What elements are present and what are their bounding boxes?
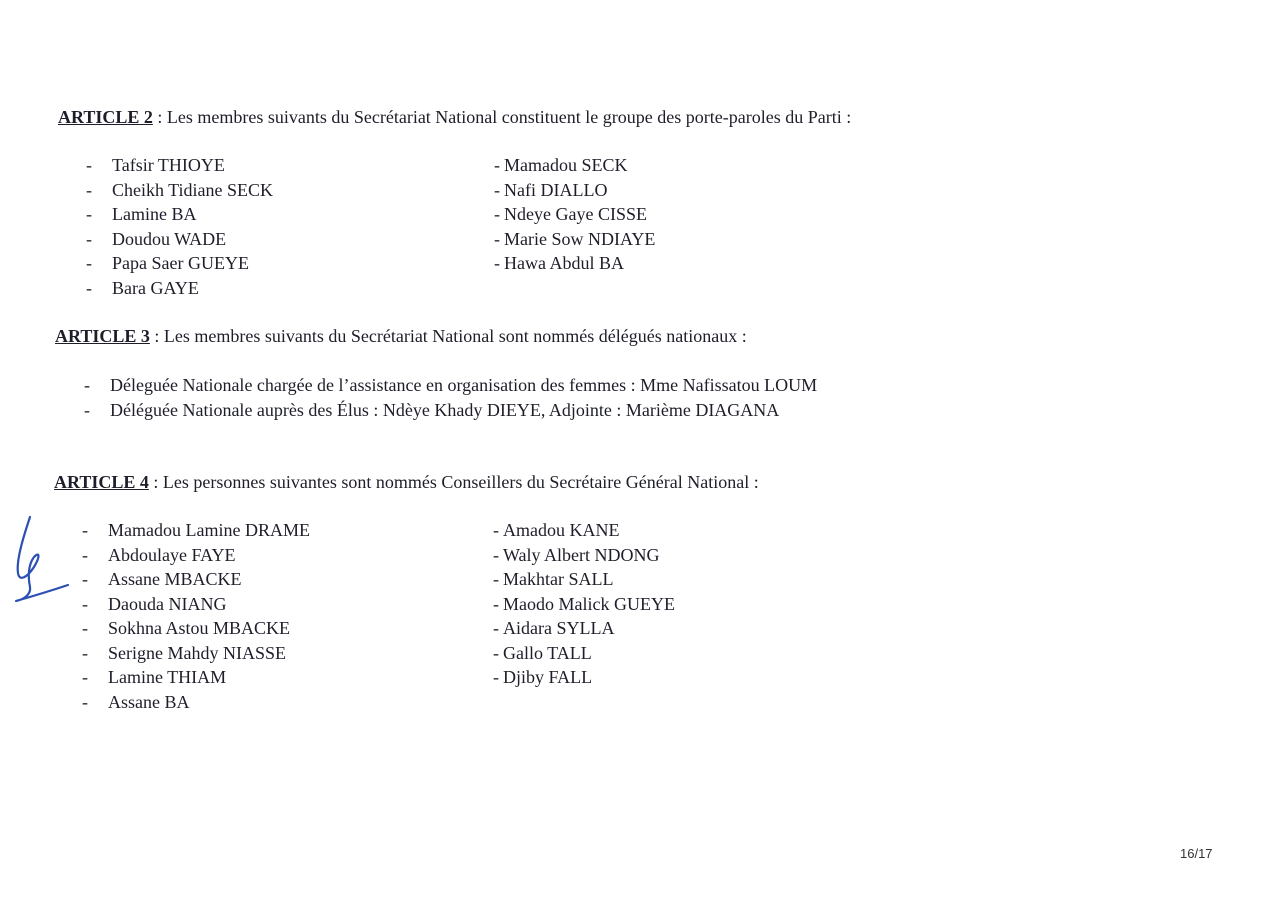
article-2-text: : Les membres suivants du Secrétariat National constituent le groupe des porte-paroles du Parti :: [152, 107, 852, 127]
list-item: [82, 616, 310, 641]
list-dash: -: [494, 253, 500, 273]
list-dash: -: [84, 399, 90, 420]
list-dash: -: [82, 642, 88, 663]
list-dash: -: [82, 569, 88, 589]
list-dash: -: [493, 618, 499, 638]
list-item-text: Mamadou Lamine DRAME: [108, 520, 310, 540]
article-2-heading: [58, 106, 851, 128]
list-dash: -: [84, 375, 90, 395]
list-item-text: Marie Sow NDIAYE: [504, 228, 656, 249]
list-dash: -: [493, 569, 499, 589]
list-item-text: Doudou WADE: [112, 228, 227, 249]
list-item-text: Ndeye Gaye CISSE: [504, 204, 647, 224]
list-item: [494, 227, 655, 252]
list-item: [82, 567, 310, 592]
list-item-text: Aidara SYLLA: [503, 618, 615, 638]
article-2-left-list: [86, 153, 273, 300]
list-item-text: Daouda NIANG: [108, 593, 227, 614]
list-item-text: Nafi DIALLO: [504, 179, 608, 200]
list-dash: -: [86, 228, 92, 249]
list-dash: -: [493, 667, 499, 687]
list-item-text: Lamine THIAM: [108, 667, 227, 687]
list-item: [84, 398, 817, 423]
list-dash: -: [494, 204, 500, 224]
list-item-text: Tafsir THIOYE: [112, 155, 225, 175]
list-dash: -: [86, 179, 92, 200]
list-item: [86, 153, 273, 178]
list-dash: -: [493, 520, 499, 540]
list-item: [494, 251, 655, 276]
list-item-text: Djiby FALL: [503, 667, 593, 687]
list-item-text: Makhtar SALL: [503, 569, 614, 589]
list-item: [82, 641, 310, 666]
list-item-text: Papa Saer GUEYE: [112, 253, 249, 273]
list-item: [493, 518, 675, 543]
list-item-text: Amadou KANE: [503, 520, 620, 540]
article-4-text: : Les personnes suivantes sont nommés Conseillers du Secrétaire Général National :: [148, 472, 759, 492]
list-item: [494, 153, 655, 178]
list-item-text: Mamadou SECK: [504, 155, 628, 175]
list-dash: -: [494, 228, 500, 249]
list-dash: -: [82, 618, 88, 638]
list-item: [493, 641, 675, 666]
list-item: [82, 592, 310, 617]
list-item: [82, 665, 310, 690]
list-item-text: Hawa Abdul BA: [504, 253, 624, 273]
list-item: [82, 543, 310, 568]
list-dash: -: [82, 691, 88, 712]
list-item: [86, 227, 273, 252]
list-item-text: Serigne Mahdy NIASSE: [108, 642, 286, 663]
list-dash: -: [82, 520, 88, 540]
list-item: [493, 567, 675, 592]
list-item-text: Assane MBACKE: [108, 569, 242, 589]
list-item: [494, 178, 655, 203]
list-item: [82, 690, 310, 715]
list-item-text: Déléguée Nationale auprès des Élus : Ndèye Khady DIEYE, Adjointe : Marième DIAGANA: [110, 399, 780, 420]
list-item-text: Bara GAYE: [112, 277, 199, 298]
article-3-title: ARTICLE 3: [55, 326, 150, 346]
list-item-text: Waly Albert NDONG: [503, 544, 660, 565]
article-4-heading: [54, 471, 759, 493]
list-item: [493, 543, 675, 568]
list-item: [86, 251, 273, 276]
article-4-title: ARTICLE 4: [54, 472, 149, 492]
article-4-left-list: [82, 518, 310, 714]
list-item-text: Abdoulaye FAYE: [108, 544, 236, 565]
list-dash: -: [493, 544, 499, 565]
list-item-text: Cheikh Tidiane SECK: [112, 179, 274, 200]
list-item-text: Maodo Malick GUEYE: [503, 593, 675, 614]
list-dash: -: [86, 277, 92, 298]
list-dash: -: [493, 593, 499, 614]
list-dash: -: [494, 179, 500, 200]
list-dash: -: [86, 253, 92, 273]
article-3-list: [84, 373, 817, 422]
list-dash: -: [494, 155, 500, 175]
list-item: [82, 518, 310, 543]
article-4-right-list: [493, 518, 675, 690]
list-dash: -: [82, 544, 88, 565]
list-item-text: Lamine BA: [112, 204, 197, 224]
list-item: [86, 276, 273, 301]
article-3-heading: [55, 325, 747, 347]
article-2-title: ARTICLE 2: [58, 107, 153, 127]
list-item-text: Déleguée Nationale chargée de l’assistance en organisation des femmes : Mme Nafissatou LOUM: [110, 375, 818, 395]
list-item: [494, 202, 655, 227]
handwritten-signature: [10, 515, 72, 607]
list-item: [493, 616, 675, 641]
list-dash: -: [86, 155, 92, 175]
list-dash: -: [82, 593, 88, 614]
article-2-right-list: [494, 153, 655, 276]
list-item: [86, 202, 273, 227]
list-dash: -: [86, 204, 92, 224]
list-item: [84, 373, 817, 398]
list-item-text: Gallo TALL: [503, 642, 592, 663]
list-item-text: Sokhna Astou MBACKE: [108, 618, 291, 638]
list-dash: -: [82, 667, 88, 687]
page-number: 16/17: [1180, 846, 1213, 861]
list-dash: -: [493, 642, 499, 663]
list-item: [493, 592, 675, 617]
list-item: [493, 665, 675, 690]
list-item: [86, 178, 273, 203]
list-item-text: Assane BA: [108, 691, 190, 712]
article-3-text: : Les membres suivants du Secrétariat National sont nommés délégués nationaux :: [149, 326, 747, 346]
